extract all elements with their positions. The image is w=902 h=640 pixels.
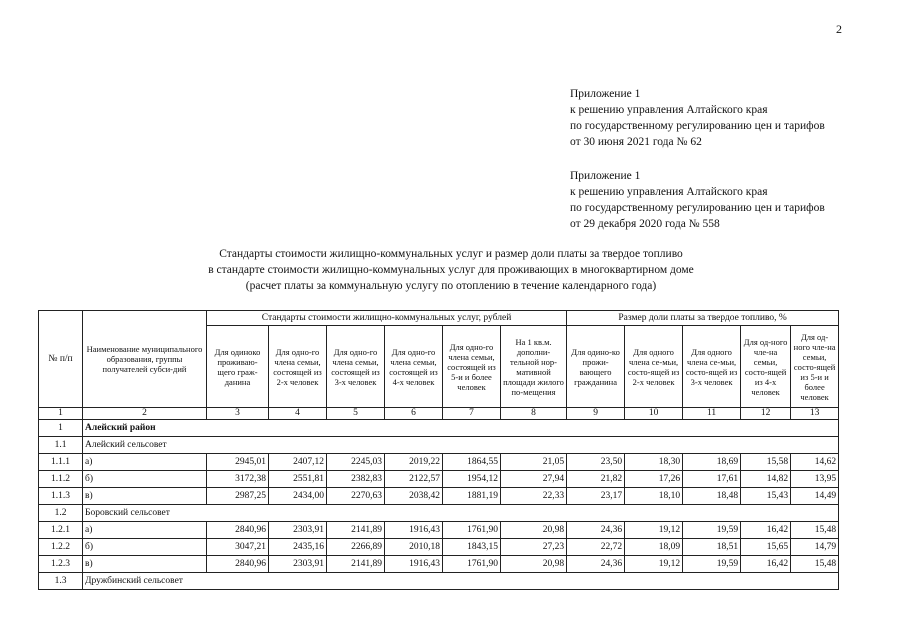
value-cell: 16,42: [741, 522, 791, 539]
value-cell: 2434,00: [269, 488, 327, 505]
value-cell: 1881,19: [443, 488, 501, 505]
standards-table: [38, 310, 839, 590]
value-cell: 2019,22: [385, 454, 443, 471]
value-cell: 2141,89: [327, 556, 385, 573]
row-number: 1.2.2: [39, 539, 83, 556]
table-row: [39, 556, 839, 573]
value-cell: 2382,83: [327, 471, 385, 488]
value-cell: 14,79: [791, 539, 839, 556]
value-cell: 2435,16: [269, 539, 327, 556]
appendix-note-1: [570, 86, 825, 150]
header-share-col: Для од-ного чле-на семьи, состо-ящей из 5-и и более человек: [791, 326, 839, 408]
value-cell: 13,95: [791, 471, 839, 488]
appendix-line: к решению управления Алтайского края: [570, 186, 768, 198]
group-label: в): [83, 488, 207, 505]
document-title: [0, 246, 902, 294]
value-cell: 1954,12: [443, 471, 501, 488]
page-number: 2: [836, 22, 842, 36]
table-row: [39, 454, 839, 471]
value-cell: 24,36: [567, 556, 625, 573]
column-number: 3: [207, 408, 269, 420]
value-cell: 21,05: [501, 454, 567, 471]
value-cell: 2141,89: [327, 522, 385, 539]
appendix-note-2: [570, 168, 825, 232]
value-cell: 3047,21: [207, 539, 269, 556]
appendix-line: Приложение 1: [570, 170, 641, 182]
column-number: 12: [741, 408, 791, 420]
header-cost-col: Для одно-го члена семьи, состоящей из 4-х человек: [385, 326, 443, 408]
header-share-col: Для одино-ко прожи-вающего гражданина: [567, 326, 625, 408]
row-number: 1: [39, 420, 83, 437]
column-number: 13: [791, 408, 839, 420]
value-cell: 23,50: [567, 454, 625, 471]
header-share-col: Для од-ного чле-на семьи, состо-ящей из 4-х человек: [741, 326, 791, 408]
column-number: 2: [83, 408, 207, 420]
row-number: 1.1.2: [39, 471, 83, 488]
value-cell: 2840,96: [207, 522, 269, 539]
header-share-col: Для одного члена се-мьи, состо-ящей из 3-х человек: [683, 326, 741, 408]
column-number: 11: [683, 408, 741, 420]
value-cell: 21,82: [567, 471, 625, 488]
title-line: в стандарте стоимости жилищно-коммунальных услуг для проживающих в многоквартирном доме: [208, 264, 694, 276]
group-label: в): [83, 556, 207, 573]
column-number: 6: [385, 408, 443, 420]
value-cell: 19,12: [625, 522, 683, 539]
title-line: Стандарты стоимости жилищно-коммунальных услуг и размер доли платы за твердое топливо: [219, 248, 683, 260]
header-name: Наименование муниципального образования, группы получателей субси-дий: [83, 311, 207, 408]
appendix-line: по государственному регулированию цен и тарифов: [570, 120, 825, 132]
district-name: Алейский район: [83, 420, 839, 437]
value-cell: 2245,03: [327, 454, 385, 471]
value-cell: 18,69: [683, 454, 741, 471]
value-cell: 1761,90: [443, 522, 501, 539]
header-cost-col: Для одно-го члена семьи, состоящей из 2-х человек: [269, 326, 327, 408]
value-cell: 15,48: [791, 556, 839, 573]
table-row: [39, 471, 839, 488]
value-cell: 19,59: [683, 556, 741, 573]
section-row: [39, 573, 839, 590]
value-cell: 2122,57: [385, 471, 443, 488]
value-cell: 15,65: [741, 539, 791, 556]
value-cell: 19,59: [683, 522, 741, 539]
title-line: (расчет платы за коммунальную услугу по отоплению в течение календарного года): [245, 280, 657, 292]
value-cell: 22,33: [501, 488, 567, 505]
value-cell: 15,48: [791, 522, 839, 539]
value-cell: 1761,90: [443, 556, 501, 573]
row-number: 1.2.1: [39, 522, 83, 539]
value-cell: 18,10: [625, 488, 683, 505]
value-cell: 18,51: [683, 539, 741, 556]
value-cell: 2987,25: [207, 488, 269, 505]
column-number: 4: [269, 408, 327, 420]
column-number: 10: [625, 408, 683, 420]
value-cell: 2038,42: [385, 488, 443, 505]
table-body: [39, 420, 839, 590]
value-cell: 24,36: [567, 522, 625, 539]
appendix-line: от 29 декабря 2020 года № 558: [570, 218, 720, 230]
value-cell: 18,30: [625, 454, 683, 471]
value-cell: 2840,96: [207, 556, 269, 573]
table-row: [39, 539, 839, 556]
header-share-col: Для одного члена се-мьи, состо-ящей из 2-х человек: [625, 326, 683, 408]
value-cell: 14,49: [791, 488, 839, 505]
header-group-cost: Стандарты стоимости жилищно-коммунальных услуг, рублей: [207, 311, 567, 326]
value-cell: 2270,63: [327, 488, 385, 505]
group-label: а): [83, 522, 207, 539]
header-cost-col: На 1 кв.м. дополни-тельной нор-мативной площади жилого по-мещения: [501, 326, 567, 408]
value-cell: 23,17: [567, 488, 625, 505]
value-cell: 14,82: [741, 471, 791, 488]
appendix-line: к решению управления Алтайского края: [570, 104, 768, 116]
value-cell: 2551,81: [269, 471, 327, 488]
value-cell: 2010,18: [385, 539, 443, 556]
group-label: б): [83, 471, 207, 488]
value-cell: 17,61: [683, 471, 741, 488]
value-cell: 18,48: [683, 488, 741, 505]
value-cell: 27,94: [501, 471, 567, 488]
value-cell: 20,98: [501, 556, 567, 573]
row-number: 1.3: [39, 573, 83, 590]
section-row: [39, 505, 839, 522]
value-cell: 27,23: [501, 539, 567, 556]
row-number: 1.1.1: [39, 454, 83, 471]
header-group-share: Размер доли платы за твердое топливо, %: [567, 311, 839, 326]
column-number: 1: [39, 408, 83, 420]
appendix-line: от 30 июня 2021 года № 62: [570, 136, 702, 148]
header-cost-col: Для одно-го члена семьи, состоящей из 3-х человек: [327, 326, 385, 408]
value-cell: 22,72: [567, 539, 625, 556]
row-number: 1.1.3: [39, 488, 83, 505]
column-number: 9: [567, 408, 625, 420]
group-label: а): [83, 454, 207, 471]
header-cost-col: Для одиноко проживаю-щего граж-данина: [207, 326, 269, 408]
value-cell: 16,42: [741, 556, 791, 573]
section-name: Алейский сельсовет: [83, 437, 839, 454]
value-cell: 1864,55: [443, 454, 501, 471]
column-number: 8: [501, 408, 567, 420]
column-number-row: [39, 408, 839, 420]
column-number: 7: [443, 408, 501, 420]
value-cell: 19,12: [625, 556, 683, 573]
value-cell: 1916,43: [385, 556, 443, 573]
section-name: Боровский сельсовет: [83, 505, 839, 522]
value-cell: 17,26: [625, 471, 683, 488]
value-cell: 2266,89: [327, 539, 385, 556]
value-cell: 20,98: [501, 522, 567, 539]
table-row: [39, 522, 839, 539]
value-cell: 18,09: [625, 539, 683, 556]
district-row: [39, 420, 839, 437]
header-num: № п/п: [39, 311, 83, 408]
row-number: 1.2.3: [39, 556, 83, 573]
row-number: 1.2: [39, 505, 83, 522]
value-cell: 14,62: [791, 454, 839, 471]
table-row: [39, 488, 839, 505]
appendix-line: по государственному регулированию цен и тарифов: [570, 202, 825, 214]
column-number: 5: [327, 408, 385, 420]
row-number: 1.1: [39, 437, 83, 454]
value-cell: 15,43: [741, 488, 791, 505]
value-cell: 2407,12: [269, 454, 327, 471]
value-cell: 2945,01: [207, 454, 269, 471]
group-label: б): [83, 539, 207, 556]
value-cell: 1843,15: [443, 539, 501, 556]
value-cell: 15,58: [741, 454, 791, 471]
header-cost-col: Для одно-го члена семьи, состоящей из 5-и и более человек: [443, 326, 501, 408]
section-name: Дружбинский сельсовет: [83, 573, 839, 590]
value-cell: 1916,43: [385, 522, 443, 539]
section-row: [39, 437, 839, 454]
appendix-line: Приложение 1: [570, 88, 641, 100]
value-cell: 2303,91: [269, 522, 327, 539]
value-cell: 2303,91: [269, 556, 327, 573]
value-cell: 3172,38: [207, 471, 269, 488]
